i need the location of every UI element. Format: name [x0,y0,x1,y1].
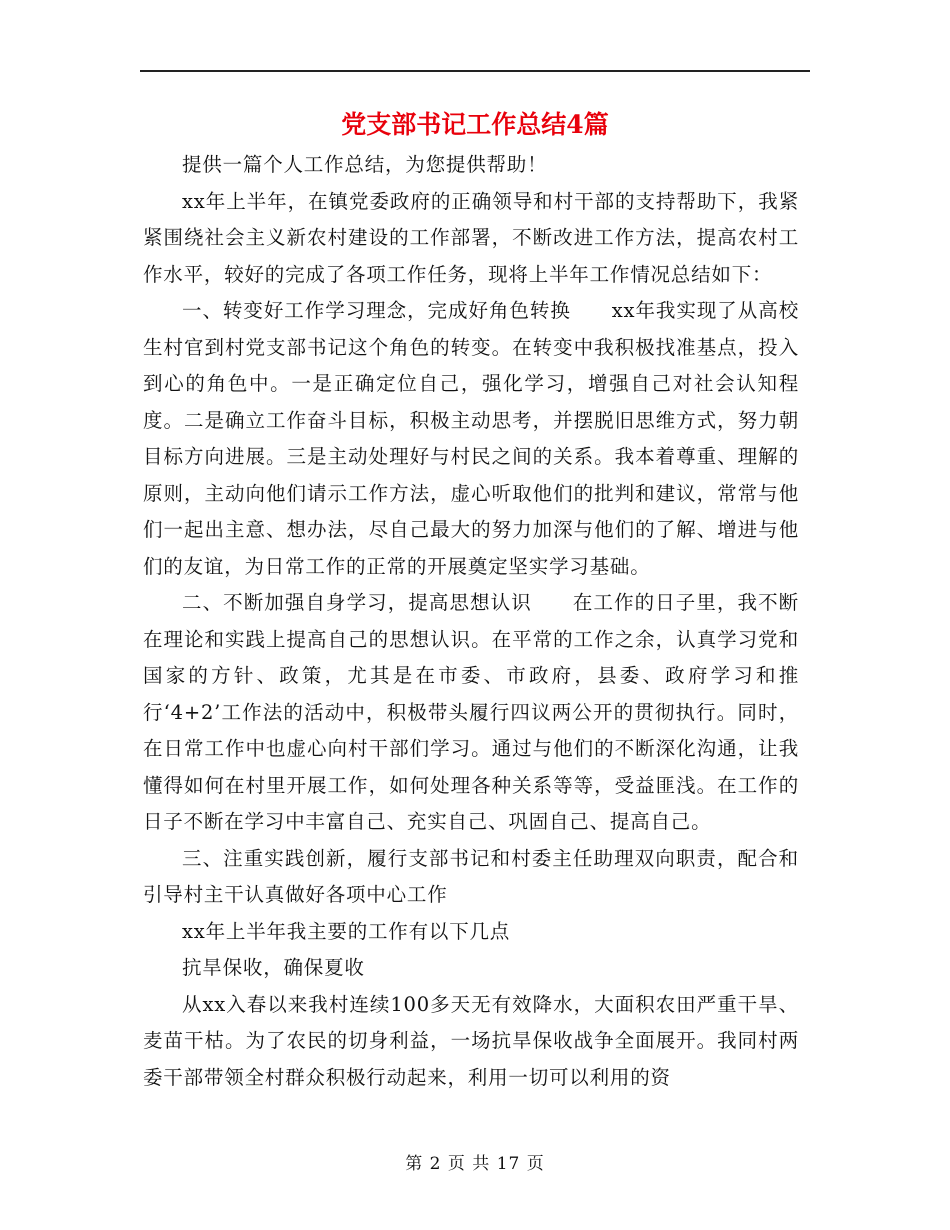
paragraph-section-3-heading: 三、注重实践创新，履行支部书记和村委主任助理双向职责，配合和引导村主干认真做好各项中心工作 [143,846,799,906]
paragraph-drought-detail: 从xx入春以来我村连续100多天无有效降水，大面积农田严重干旱、麦苗干枯。为了农民的切身利益，一场抗旱保收战争全面展开。我同村两委干部带领全村群众积极行动起来，利用一切可以利用的资 [143,992,799,1089]
document-title: 党支部书记工作总结4篇 [341,110,609,139]
paragraph-subheading-drought: 抗旱保收，确保夏收 [182,956,365,979]
paragraph-section-2: 二、不断加强自身学习，提高思想认识 在工作的日子里，我不断在理论和实践上提高自己的思想认识。在平常的工作之余，认真学习党和国家的方针、政策，尤其是在市委、市政府，县委、政府学习和推行‘4+2’工作法的活动中，积极带头履行四议两公开的贯彻执行。同时，在日常工作中也虚心向村干部们学习。通过与他们的不断深化沟通，让我懂得如何在村里开展工作，如何处理各种关系等等，受益匪浅。在工作的日子不断在学习中丰富自己、充实自己、巩固自己、提高自己。 [143,591,799,833]
paragraph-work-points: xx年上半年我主要的工作有以下几点 [182,919,511,943]
paragraph-overview: xx年上半年，在镇党委政府的正确领导和村干部的支持帮助下，我紧紧围绕社会主义新农村建设的工作部署，不断改进工作方法，提高农村工作水平，较好的完成了各项工作任务，现将上半年工作情况总结如下： [143,189,799,286]
document-body [143,147,799,1096]
paragraph-intro: 提供一篇个人工作总结，为您提供帮助！ [182,153,548,176]
paragraph-section-1: 一、转变好工作学习理念，完成好角色转换 xx年我实现了从高校生村官到村党支部书记这个角色的转变。在转变中我积极找准基点，投入到心的角色中。一是正确定位自己，强化学习，增强自己对社会认知程度。二是确立工作奋斗目标，积极主动思考，并摆脱旧思维方式，努力朝目标方向进展。三是主动处理好与村民之间的关系。我本着尊重、理解的原则，主动向他们请示工作方法，虚心听取他们的批判和建议，常常与他们一起出主意、想办法，尽自己最大的努力加深与他们的了解、增进与他们的友谊，为日常工作的正常的开展奠定坚实学习基础。 [143,299,799,578]
page-number-footer: 第 2 页 共 17 页 [405,1154,545,1174]
header-rule [140,70,810,72]
